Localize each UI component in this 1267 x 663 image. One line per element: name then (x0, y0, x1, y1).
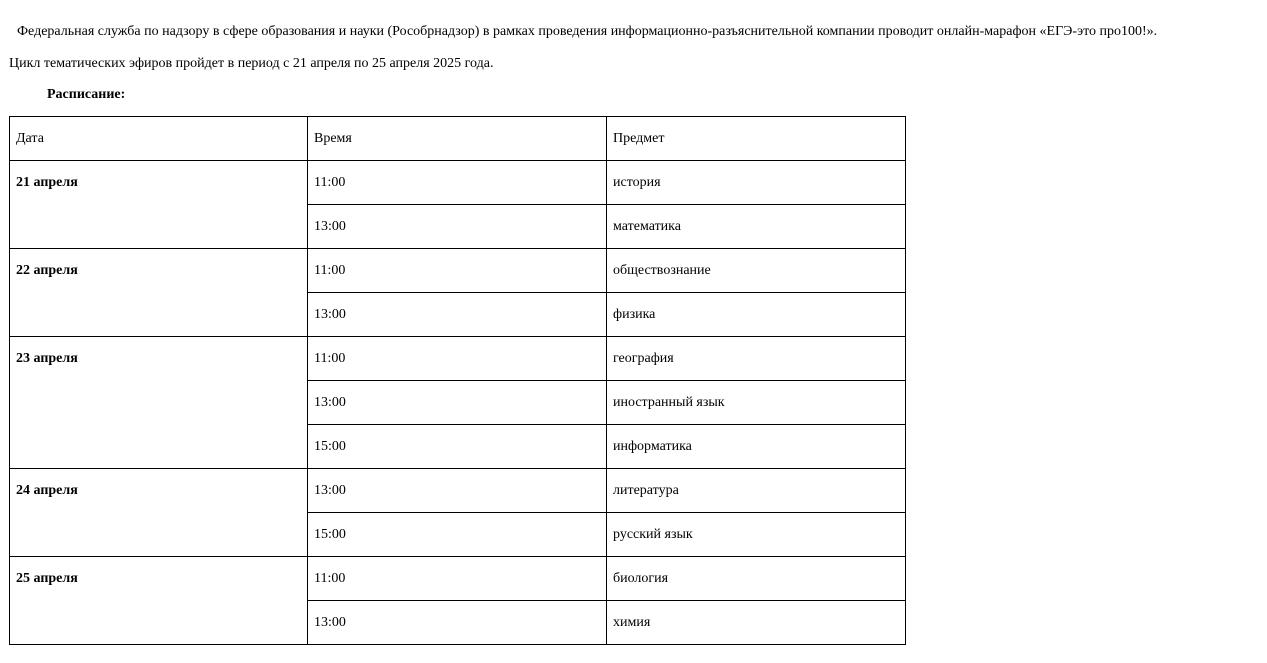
schedule-table (9, 116, 906, 645)
date-cell: 23 апреля (10, 337, 308, 469)
time-cell: 15:00 (308, 425, 607, 469)
subject-cell: обществознание (607, 249, 906, 293)
subject-cell: география (607, 337, 906, 381)
date-cell: 21 апреля (10, 161, 308, 249)
table-row (10, 557, 906, 601)
subject-cell: русский язык (607, 513, 906, 557)
subject-cell: информатика (607, 425, 906, 469)
time-cell: 13:00 (308, 469, 607, 513)
subject-cell: химия (607, 601, 906, 645)
date-cell: 25 апреля (10, 557, 308, 645)
time-cell: 11:00 (308, 249, 607, 293)
subject-cell: биология (607, 557, 906, 601)
period-text: Цикл тематических эфиров пройдет в период с 21 апреля по 25 апреля 2025 года. (9, 56, 494, 71)
time-cell: 15:00 (308, 513, 607, 557)
schedule-heading: Расписание: (47, 87, 126, 102)
table-header-row (10, 117, 906, 161)
subject-cell: иностранный язык (607, 381, 906, 425)
subject-cell: физика (607, 293, 906, 337)
time-cell: 11:00 (308, 557, 607, 601)
subject-cell: литература (607, 469, 906, 513)
time-cell: 11:00 (308, 337, 607, 381)
schedule-table-body (10, 117, 906, 645)
table-row (10, 161, 906, 205)
subject-cell: история (607, 161, 906, 205)
date-cell: 24 апреля (10, 469, 308, 557)
header-date: Дата (10, 117, 308, 161)
header-subject: Предмет (607, 117, 906, 161)
time-cell: 13:00 (308, 293, 607, 337)
date-cell: 22 апреля (10, 249, 308, 337)
time-cell: 11:00 (308, 161, 607, 205)
time-cell: 13:00 (308, 601, 607, 645)
table-row (10, 337, 906, 381)
time-cell: 13:00 (308, 381, 607, 425)
subject-cell: математика (607, 205, 906, 249)
table-row (10, 249, 906, 293)
header-time: Время (308, 117, 607, 161)
time-cell: 13:00 (308, 205, 607, 249)
announcement-text: Федеральная служба по надзору в сфере образования и науки (Рособрнадзор) в рамках проведения информационно-разъяснительной компании проводит онлайн-марафон «ЕГЭ-это про100!». (17, 24, 1158, 39)
table-row (10, 469, 906, 513)
